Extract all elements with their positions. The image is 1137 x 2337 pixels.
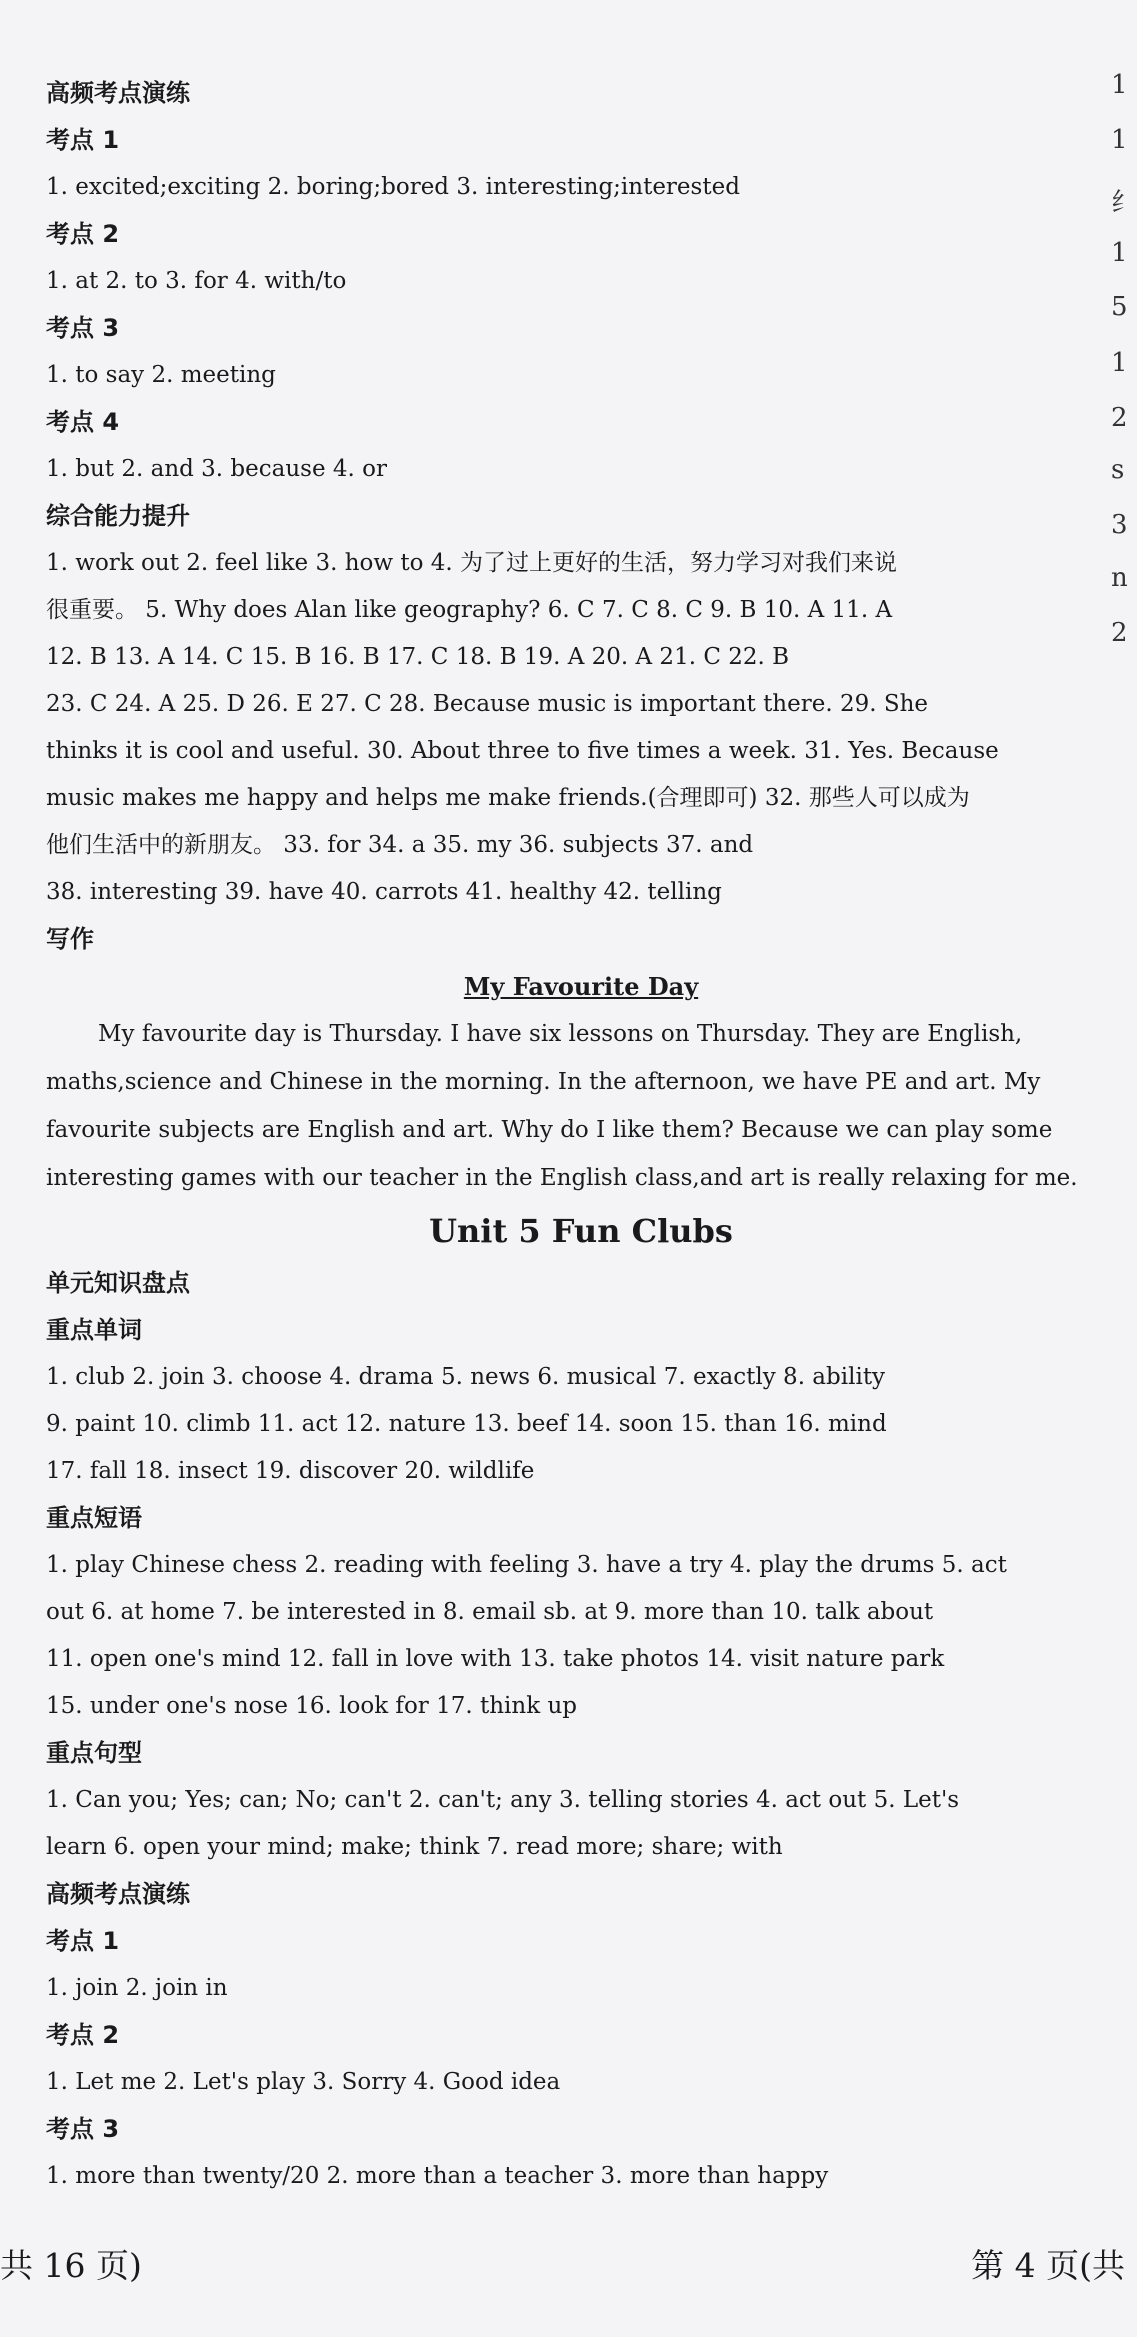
section-heading: 考点 3 xyxy=(46,314,120,342)
edge-char: 2 xyxy=(1111,618,1128,648)
section-heading: 综合能力提升 xyxy=(46,502,190,530)
edge-char: 2 xyxy=(1111,403,1128,433)
answer-page xyxy=(46,70,1086,2200)
answer-line: 1. more than twenty/20 2. more than a teacher 3. more than happy xyxy=(46,2163,829,2189)
section-heading: 考点 1 xyxy=(46,126,120,154)
section-heading: 考点 3 xyxy=(46,2115,120,2143)
edge-char: 1 xyxy=(1111,348,1128,378)
answer-line: 12. B 13. A 14. C 15. B 16. B 17. C 18. B 19. A 20. A 21. C 22. B xyxy=(46,644,790,670)
answer-line: 1. excited;exciting 2. boring;bored 3. interesting;interested xyxy=(46,174,740,200)
edge-char: s xyxy=(1111,455,1125,485)
footer-right-page-number: 第 4 页(共 xyxy=(971,2246,1125,2285)
answer-line: 1. at 2. to 3. for 4. with/to xyxy=(46,268,347,294)
answer-line: 1. club 2. join 3. choose 4. drama 5. news 6. musical 7. exactly 8. ability xyxy=(46,1364,886,1390)
section-heading: 考点 2 xyxy=(46,220,120,248)
edge-char: 3 xyxy=(1111,510,1128,540)
section-heading: 重点短语 xyxy=(46,1504,142,1532)
answer-line: out 6. at home 7. be interested in 8. email sb. at 9. more than 10. talk about xyxy=(46,1599,934,1625)
answer-line: music makes me happy and helps me make friends.(合理即可) 32. 那些人可以成为 xyxy=(46,785,970,811)
essay-title: My Favourite Day xyxy=(463,972,699,1001)
essay-paragraph-line: maths,science and Chinese in the morning. In the afternoon, we have PE and art. My xyxy=(46,1069,1041,1095)
answer-line: 15. under one's nose 16. look for 17. think up xyxy=(46,1693,577,1719)
answer-line: 1. Let me 2. Let's play 3. Sorry 4. Good idea xyxy=(46,2069,561,2095)
edge-char: 5 xyxy=(1111,292,1128,322)
section-heading: 高频考点演练 xyxy=(46,1880,190,1908)
edge-char: 纟 xyxy=(1111,188,1137,218)
answer-line: 23. C 24. A 25. D 26. E 27. C 28. Because music is important there. 29. She xyxy=(46,691,929,717)
edge-char: 1 xyxy=(1111,70,1128,100)
answer-line: 1. join 2. join in xyxy=(46,1975,228,2001)
section-heading: 高频考点演练 xyxy=(46,79,190,107)
answer-line: 17. fall 18. insect 19. discover 20. wildlife xyxy=(46,1458,535,1484)
answer-line: 1. play Chinese chess 2. reading with feeling 3. have a try 4. play the drums 5. act xyxy=(46,1552,1007,1578)
answer-line: learn 6. open your mind; make; think 7. read more; share; with xyxy=(46,1834,783,1860)
answer-line: 38. interesting 39. have 40. carrots 41. healthy 42. telling xyxy=(46,879,722,905)
answer-line: 1. Can you; Yes; can; No; can't 2. can't; any 3. telling stories 4. act out 5. Let's xyxy=(46,1787,960,1813)
section-heading: 重点句型 xyxy=(46,1739,142,1767)
answer-line: 1. to say 2. meeting xyxy=(46,362,276,388)
section-heading: 考点 2 xyxy=(46,2021,120,2049)
section-heading: 考点 4 xyxy=(46,408,120,436)
answer-line: 1. work out 2. feel like 3. how to 4. 为了过上更好的生活，努力学习对我们来说 xyxy=(46,550,898,576)
section-heading: 单元知识盘点 xyxy=(46,1269,190,1297)
answer-line: 他们生活中的新朋友。 33. for 34. a 35. my 36. subjects 37. and xyxy=(46,832,754,858)
answer-line: 9. paint 10. climb 11. act 12. nature 13. beef 14. soon 15. than 16. mind xyxy=(46,1411,887,1437)
essay-paragraph-line: favourite subjects are English and art. Why do I like them? Because we can play some xyxy=(46,1117,1053,1143)
section-heading: 写作 xyxy=(46,925,94,953)
footer-left-page-total: 共 16 页) xyxy=(0,2246,142,2285)
answer-line: thinks it is cool and useful. 30. About three to five times a week. 31. Yes. Because xyxy=(46,738,999,764)
edge-char: 1 xyxy=(1111,238,1128,268)
answer-line: 很重要。 5. Why does Alan like geography? 6. C 7. C 8. C 9. B 10. A 11. A xyxy=(46,597,893,623)
essay-paragraph-line: interesting games with our teacher in the English class,and art is really relaxing for me. xyxy=(46,1165,1078,1191)
section-heading: 考点 1 xyxy=(46,1927,120,1955)
edge-char: n xyxy=(1111,563,1128,593)
section-heading: 重点单词 xyxy=(46,1316,142,1344)
unit-title: Unit 5 Fun Clubs xyxy=(429,1212,733,1250)
answer-line: 11. open one's mind 12. fall in love with 13. take photos 14. visit nature park xyxy=(46,1646,945,1672)
essay-paragraph-line: My favourite day is Thursday. I have six lessons on Thursday. They are English, xyxy=(98,1021,1023,1047)
answer-line: 1. but 2. and 3. because 4. or xyxy=(46,456,387,482)
edge-char: 1 xyxy=(1111,125,1128,155)
